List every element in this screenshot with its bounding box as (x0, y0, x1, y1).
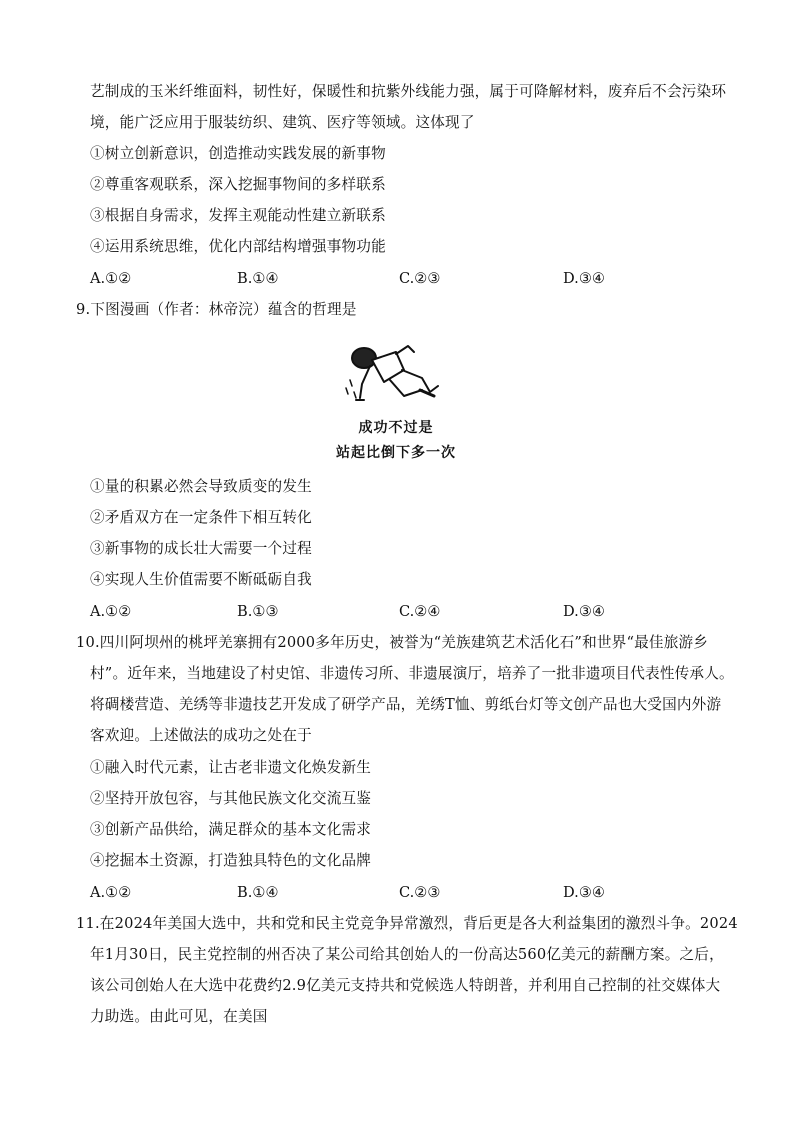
q10-stem-line-3: 将碉楼营造、羌绣等非遗技艺开发成了研学产品，羌绣T恤、剪纸台灯等文创产品也大受国内外游 (90, 696, 722, 713)
q9-item-3: ③新事物的成长壮大需要一个过程 (90, 540, 312, 557)
q10-options (90, 883, 730, 903)
q10-option-a: A.①② (90, 884, 132, 901)
q11-stem-line-2: 年1月30日，民主党控制的州否决了某公司给其创始人的一份高达560亿美元的薪酬方案。之后， (90, 946, 724, 963)
q8-option-c: C.②③ (399, 270, 441, 287)
q9-option-a: A.①② (90, 603, 132, 620)
q8-option-b: B.①④ (237, 270, 279, 287)
q10-stem-line-2: 村”。近年来，当地建设了村史馆、非遗传习所、非遗展演厅，培养了一批非遗项目代表性传承人。 (90, 665, 734, 682)
q9-option-c: C.②④ (399, 603, 441, 620)
q8-item-2: ②尊重客观联系，深入挖掘事物间的多样联系 (90, 176, 386, 193)
q10-stem-line-1: 10.四川阿坝州的桃坪羌寨拥有2000多年历史，被誉为“羌族建筑艺术活化石”和世界“最佳旅游乡 (76, 634, 709, 651)
q9-item-4: ④实现人生价值需要不断砥砺自我 (90, 571, 312, 588)
q10-option-c: C.②③ (399, 884, 441, 901)
q8-text-line-2: 境，能广泛应用于服装纺织、建筑、医疗等领域。这体现了 (90, 114, 475, 131)
falling-person-illustration (346, 346, 438, 400)
q10-option-d: D.③④ (563, 884, 605, 901)
q9-item-2: ②矛盾双方在一定条件下相互转化 (90, 509, 312, 526)
q9-item-1: ①量的积累必然会导致质变的发生 (90, 478, 312, 495)
q10-item-1: ①融入时代元素，让古老非遗文化焕发新生 (90, 759, 372, 776)
q10-item-3: ③创新产品供给，满足群众的基本文化需求 (90, 821, 372, 838)
q9-stem: 9.下图漫画（作者：林帝浣）蕴含的哲理是 (76, 301, 357, 318)
q8-item-4: ④运用系统思维，优化内部结构增强事物功能 (90, 238, 386, 255)
q9-option-d: D.③④ (563, 603, 605, 620)
q11-stem-line-4: 力助选。由此可见，在美国 (90, 1008, 268, 1025)
cartoon-caption-line-2: 站起比倒下多一次 (336, 445, 456, 461)
q9-options (90, 602, 730, 622)
q8-options (90, 269, 730, 289)
q11-stem-line-1: 11.在2024年美国大选中，共和党和民主党竞争异常激烈，背后更是各大利益集团的激烈斗争。2024 (76, 915, 738, 932)
q10-option-b: B.①④ (237, 884, 279, 901)
q8-text-line-1: 艺制成的玉米纤维面料，韧性好，保暖性和抗紫外线能力强，属于可降解材料，废弃后不会污染环 (90, 83, 727, 100)
q8-option-a: A.①② (90, 270, 132, 287)
q9-option-b: B.①③ (237, 603, 279, 620)
q10-item-2: ②坚持开放包容，与其他民族文化交流互鉴 (90, 790, 372, 807)
q8-item-3: ③根据自身需求，发挥主观能动性建立新联系 (90, 207, 386, 224)
q10-stem-line-4: 客欢迎。上述做法的成功之处在于 (90, 727, 312, 744)
cartoon-caption-line-1: 成功不过是 (358, 420, 434, 436)
q8-option-d: D.③④ (563, 270, 605, 287)
q11-stem-line-3: 该公司创始人在大选中花费约2.9亿美元支持共和党候选人特朗普，并利用自己控制的社交媒体大 (90, 977, 721, 994)
q10-item-4: ④挖掘本土资源，打造独具特色的文化品牌 (90, 852, 372, 869)
q8-item-1: ①树立创新意识，创造推动实践发展的新事物 (90, 145, 386, 162)
